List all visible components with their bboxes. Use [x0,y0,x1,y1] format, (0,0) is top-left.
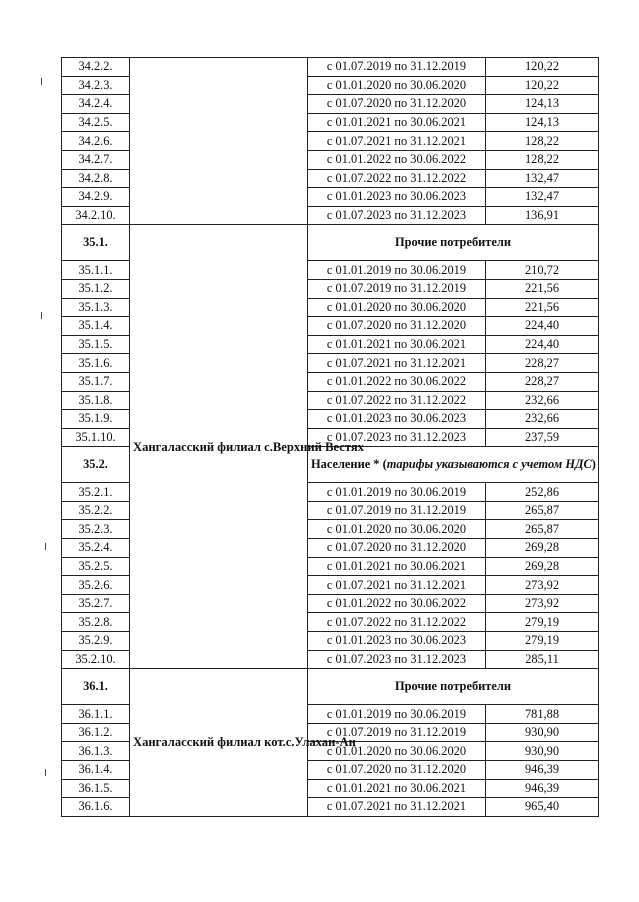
tariff-value: 228,27 [486,354,599,373]
tariff-value: 965,40 [486,798,599,817]
tariff-value: 124,13 [486,113,599,132]
period-cell: с 01.07.2019 по 31.12.2019 [308,58,486,77]
row-number: 35.1.1. [62,261,130,280]
tariff-value: 265,87 [486,501,599,520]
tariff-value: 120,22 [486,58,599,77]
period-cell: с 01.07.2021 по 31.12.2021 [308,354,486,373]
row-number: 35.1.8. [62,391,130,410]
period-cell: с 01.01.2022 по 30.06.2022 [308,150,486,169]
tariff-value: 132,47 [486,188,599,207]
tariff-value: 232,66 [486,391,599,410]
row-number: 35.1.4. [62,317,130,336]
period-cell: с 01.07.2023 по 31.12.2023 [308,650,486,669]
row-number: 35.1.9. [62,410,130,429]
row-number: 35.1.5. [62,335,130,354]
row-number: 34.2.8. [62,169,130,188]
period-cell: с 01.01.2020 по 30.06.2020 [308,520,486,539]
period-cell: с 01.01.2023 по 30.06.2023 [308,410,486,429]
row-number: 35.1.10. [62,428,130,447]
tariff-value: 269,28 [486,557,599,576]
table-row [62,58,599,77]
row-number: 36.1.1. [62,705,130,724]
row-number: 34.2.6. [62,132,130,151]
tariff-value: 273,92 [486,576,599,595]
row-number: 34.2.2. [62,58,130,77]
period-cell: с 01.07.2023 по 31.12.2023 [308,206,486,225]
period-cell: с 01.07.2020 по 31.12.2020 [308,317,486,336]
tariff-value: 136,91 [486,206,599,225]
row-number: 34.2.5. [62,113,130,132]
period-cell: с 01.07.2019 по 31.12.2019 [308,279,486,298]
tariff-value: 781,88 [486,705,599,724]
category-label: Население * ( [311,457,387,472]
tariff-value: 228,27 [486,372,599,391]
tariff-value: 210,72 [486,261,599,280]
organization-name [130,58,308,225]
tariff-value: 221,56 [486,298,599,317]
tariff-value: 279,19 [486,613,599,632]
period-cell: с 01.01.2023 по 30.06.2023 [308,188,486,207]
tariff-value: 232,66 [486,410,599,429]
organization-name: Хангаласский филиал с.Верхний Вестях [130,225,308,669]
category-label: Прочие потребители [395,235,511,250]
tariff-value: 265,87 [486,520,599,539]
row-number: 35.2.7. [62,594,130,613]
row-number: 35.2.9. [62,632,130,651]
tariff-value: 224,40 [486,317,599,336]
scan-margin-mark [41,312,42,319]
scan-margin-mark [41,78,42,85]
period-cell: с 01.07.2021 по 31.12.2021 [308,798,486,817]
scan-margin-mark [45,543,46,550]
period-cell: с 01.07.2021 по 31.12.2021 [308,576,486,595]
row-number: 35.2.4. [62,539,130,558]
period-cell: с 01.01.2022 по 30.06.2022 [308,372,486,391]
row-number: 35.2.2. [62,501,130,520]
category-label: Прочие потребители [395,679,511,694]
period-cell: с 01.07.2020 по 31.12.2020 [308,761,486,780]
period-cell: с 01.07.2019 по 31.12.2019 [308,723,486,742]
row-number: 36.1.6. [62,798,130,817]
tariff-value: 946,39 [486,761,599,780]
category-note-close: ) [591,457,596,472]
tariff-value: 221,56 [486,279,599,298]
row-number: 36.1.3. [62,742,130,761]
row-number: 36.1.5. [62,779,130,798]
row-number: 36.1.2. [62,723,130,742]
tariff-value: 237,59 [486,428,599,447]
organization-name: Хангаласский филиал кот.с.Улахан-Ан [130,669,308,817]
category-title [308,225,599,261]
category-header-row [62,669,599,705]
row-number: 35.2.1. [62,483,130,502]
period-cell: с 01.01.2019 по 30.06.2019 [308,261,486,280]
category-number: 36.1. [62,669,130,705]
row-number: 36.1.4. [62,761,130,780]
tariff-value: 946,39 [486,779,599,798]
tariff-value: 132,47 [486,169,599,188]
period-cell: с 01.07.2022 по 31.12.2022 [308,169,486,188]
category-number: 35.2. [62,447,130,483]
tariff-value: 128,22 [486,132,599,151]
tariff-value: 269,28 [486,539,599,558]
period-cell: с 01.01.2022 по 30.06.2022 [308,594,486,613]
row-number: 35.2.5. [62,557,130,576]
tariff-value: 930,90 [486,723,599,742]
tariff-value: 124,13 [486,95,599,114]
period-cell: с 01.07.2022 по 31.12.2022 [308,613,486,632]
period-cell: с 01.01.2020 по 30.06.2020 [308,76,486,95]
category-note: тарифы указываются с учетом НДС [386,457,592,472]
tariff-table [61,57,599,817]
period-cell: с 01.01.2021 по 30.06.2021 [308,113,486,132]
tariff-table-body [62,58,599,817]
tariff-value: 285,11 [486,650,599,669]
period-cell: с 01.01.2020 по 30.06.2020 [308,742,486,761]
category-header-row [62,225,599,261]
period-cell: с 01.01.2021 по 30.06.2021 [308,557,486,576]
row-number: 34.2.3. [62,76,130,95]
row-number: 35.1.6. [62,354,130,373]
category-number: 35.1. [62,225,130,261]
period-cell: с 01.01.2020 по 30.06.2020 [308,298,486,317]
tariff-value: 120,22 [486,76,599,95]
tariff-value: 273,92 [486,594,599,613]
row-number: 35.1.3. [62,298,130,317]
tariff-value: 279,19 [486,632,599,651]
row-number: 35.1.2. [62,279,130,298]
period-cell: с 01.01.2021 по 30.06.2021 [308,779,486,798]
period-cell: с 01.01.2019 по 30.06.2019 [308,483,486,502]
period-cell: с 01.07.2020 по 31.12.2020 [308,95,486,114]
tariff-value: 252,86 [486,483,599,502]
row-number: 35.2.10. [62,650,130,669]
row-number: 35.2.8. [62,613,130,632]
period-cell: с 01.07.2021 по 31.12.2021 [308,132,486,151]
period-cell: с 01.07.2023 по 31.12.2023 [308,428,486,447]
period-cell: с 01.07.2022 по 31.12.2022 [308,391,486,410]
period-cell: с 01.01.2021 по 30.06.2021 [308,335,486,354]
category-title [308,669,599,705]
period-cell: с 01.01.2023 по 30.06.2023 [308,632,486,651]
row-number: 35.2.3. [62,520,130,539]
period-cell: с 01.07.2020 по 31.12.2020 [308,539,486,558]
row-number: 35.1.7. [62,372,130,391]
row-number: 34.2.10. [62,206,130,225]
row-number: 34.2.4. [62,95,130,114]
tariff-value: 128,22 [486,150,599,169]
scan-margin-mark [45,769,46,776]
tariff-value: 224,40 [486,335,599,354]
row-number: 35.2.6. [62,576,130,595]
tariff-value: 930,90 [486,742,599,761]
period-cell: с 01.07.2019 по 31.12.2019 [308,501,486,520]
row-number: 34.2.7. [62,150,130,169]
period-cell: с 01.01.2019 по 30.06.2019 [308,705,486,724]
row-number: 34.2.9. [62,188,130,207]
